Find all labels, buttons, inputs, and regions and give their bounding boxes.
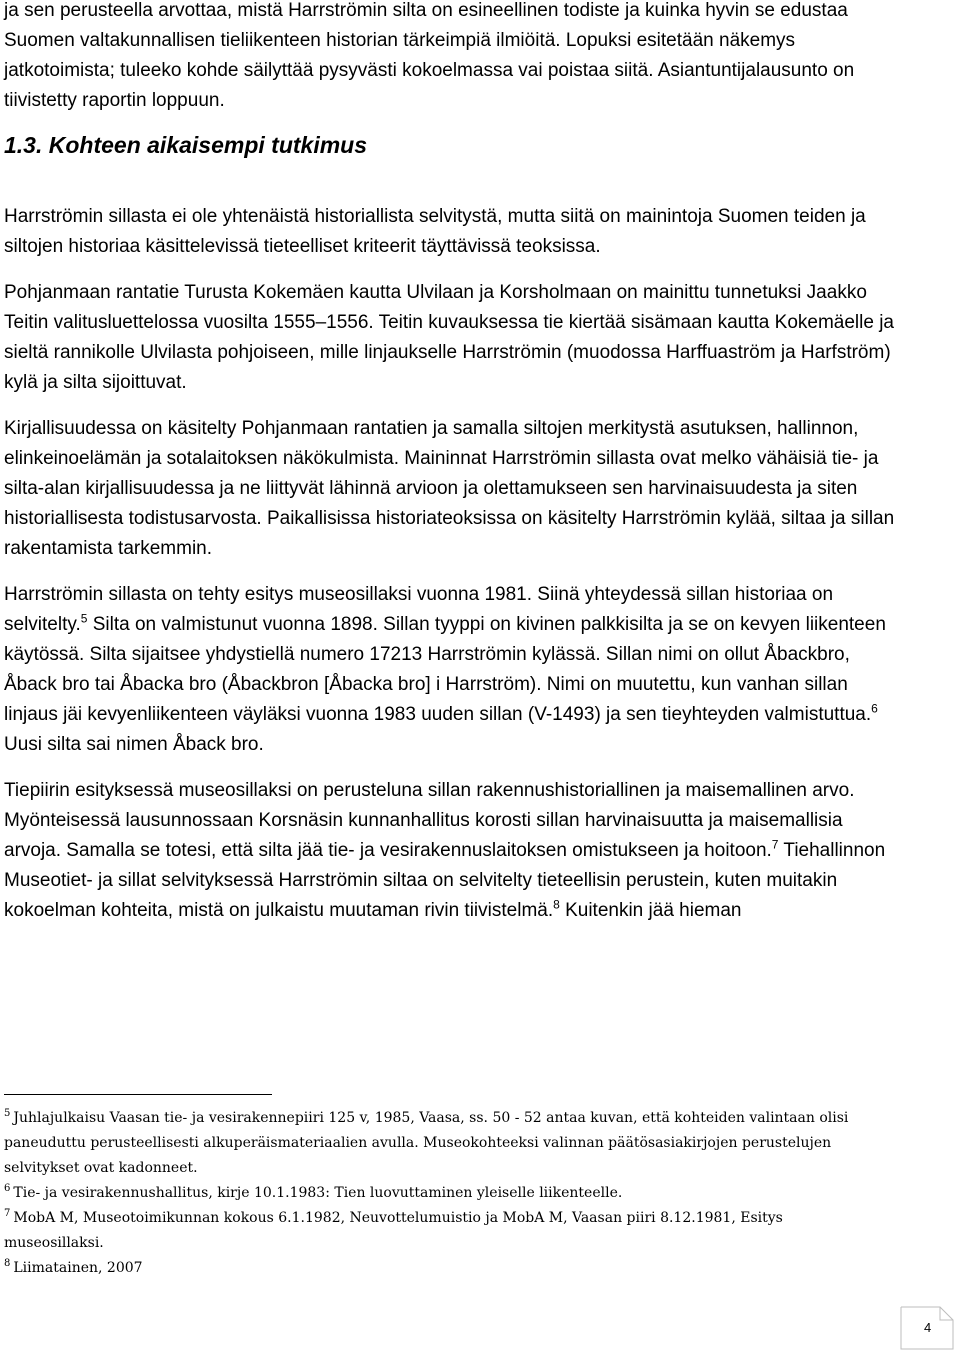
footnotes	[4, 1106, 864, 1281]
footnote-number: 5	[4, 1108, 11, 1120]
paragraph-2	[4, 278, 902, 398]
paragraph-3	[4, 414, 902, 564]
footnote-ref-6[interactable]: 6	[871, 701, 878, 716]
paragraph-4	[4, 580, 902, 760]
footnote-ref-5[interactable]: 5	[80, 611, 88, 626]
paragraph-5	[4, 776, 902, 926]
footnote-text: MobA M, Museotoimikunnan kokous 6.1.1982, Neuvottelumuistio ja MobA M, Vaasan piiri 8.12.1981, Esitys museosillaksi.	[4, 1210, 783, 1251]
paragraph-text: Pohjanmaan rantatie Turusta Kokemäen kautta Ulvilaan ja Korsholmaan on mainittu tunnetuksi Jaakko Teitin valitusluettelossa vuosilta 1555–1556. Teitin kuvauksessa tie kiertää sisämaan kautta Kokemäelle ja sieltä rannikolle Ulvilasta pohjoiseen, mille linjaukselle Harrströmin (muodossa Harffuaström ja Harfström) kylä ja silta sijoittuvat.	[4, 282, 894, 393]
paragraph-text: Kuitenkin jää hieman	[559, 900, 742, 921]
paragraph-1	[4, 202, 902, 262]
footnote-text: Liimatainen, 2007	[13, 1260, 143, 1276]
footnote-8	[4, 1256, 864, 1281]
footnote-ref-7[interactable]: 7	[771, 837, 779, 852]
paragraph-text: Harrströmin sillasta ei ole yhtenäistä historiallista selvitystä, mutta siitä on mainintoja Suomen teiden ja siltojen historiaa käsittelevissä tieteelliset kriteerit täyttävissä teoksissa.	[4, 206, 866, 257]
footnote-number: 6	[4, 1183, 11, 1195]
footnote-7	[4, 1206, 864, 1256]
footnote-text: Juhlajulkaisu Vaasan tie- ja vesirakennepiiri 125 v, 1985, Vaasa, ss. 50 - 52 antaa kuvan, että kohteiden valintaan olisi paneuduttu perusteellisesti alkuperäismateriaalien avulla. Museokohteeksi valinnan päätösasiakirjojen perustelujen selvitykset ovat kadonneet.	[4, 1110, 849, 1176]
paragraph-text: Harrströmin sillasta on tehty esitys museosillaksi vuonna 1981. Siinä yhteydessä sillan historiaa on selvitelty.	[4, 584, 834, 635]
paragraph-text: Silta on valmistunut vuonna 1898. Sillan tyyppi on kivinen palkkisilta ja se on kevyen liikenteen käytössä. Silta sijaitsee yhdystiellä numero 17213 Harrströmin kylässä. Sillan nimi on ollut Åbackbro, Åback bro tai Åbacka bro (Åbackbron [Åbacka bro] i Harrström). Nimi on muutettu, kun vanhan sillan linjaus jäi kevyenliikenteen väyläksi vuonna 1983 uuden sillan (V-1493) ja sen tieyhteyden valmistuttua.	[4, 614, 886, 725]
paragraph-text: Tiepiirin esityksessä museosillaksi on perusteluna sillan rakennushistoriallinen ja maisemallinen arvo. Myönteisessä lausunnossaan Korsnäsin kunnanhallitus korosti sillan harvinaisuutta ja maisemallisia arvoja. Samalla se totesi, että silta jää tie- ja vesirakennuslaitoksen omistukseen ja hoitoon.	[4, 780, 855, 861]
footnote-number: 8	[4, 1258, 11, 1270]
paragraph-text: Tiehallinnon Museotiet- ja sillat selvityksessä Harrströmin siltaa on selvitelty tieteellisin perustein, kuten muitakin kokoelman kohteita, mistä on julkaistu muutaman rivin tiivistelmä.	[4, 840, 886, 921]
paragraph-text: Kirjallisuudessa on käsitelty Pohjanmaan rantatien ja samalla siltojen merkitystä asutuksen, hallinnon, elinkeinoelämän ja sotalaitoksen näkökulmista. Maininnat Harrströmin sillasta ovat melko vähäisiä tie- ja silta-alan kirjallisuudessa ja ne liittyvät lähinnä arvioon ja olettamukseen sen harvinaisuudesta ja siten historiallisesta todistusarvosta. Paikallisissa historiateoksissa on käsitelty Harrströmin kylää, siltaa ja sillan rakentamista tarkemmin.	[4, 418, 895, 559]
section-heading: 1.3. Kohteen aikaisempi tutkimus	[4, 132, 368, 158]
footnote-6	[4, 1181, 864, 1206]
footnote-divider	[4, 1094, 272, 1095]
footnote-5	[4, 1106, 864, 1181]
footnote-text: Tie- ja vesirakennushallitus, kirje 10.1.1983: Tien luovuttaminen yleiselle liikenteelle.	[13, 1185, 623, 1201]
footnote-ref-8[interactable]: 8	[553, 897, 560, 912]
intro-paragraph: ja sen perusteella arvottaa, mistä Harrströmin silta on esineellinen todiste ja kuinka hyvin se edustaa Suomen valtakunnallisen tieliikenteen historian tärkeimpiä ilmiöitä. Lopuksi esitetään näkemys jatkotoimista; tuleeko kohde säilyttää pysyvästi kokoelmassa vai poistaa siitä. Asiantuntijalausunto on tiivistetty raportin loppuun.	[4, 0, 855, 111]
paragraph-text: Uusi silta sai nimen Åback bro.	[4, 734, 264, 755]
footnote-number: 7	[4, 1208, 11, 1220]
page-number: 4	[924, 1320, 932, 1335]
